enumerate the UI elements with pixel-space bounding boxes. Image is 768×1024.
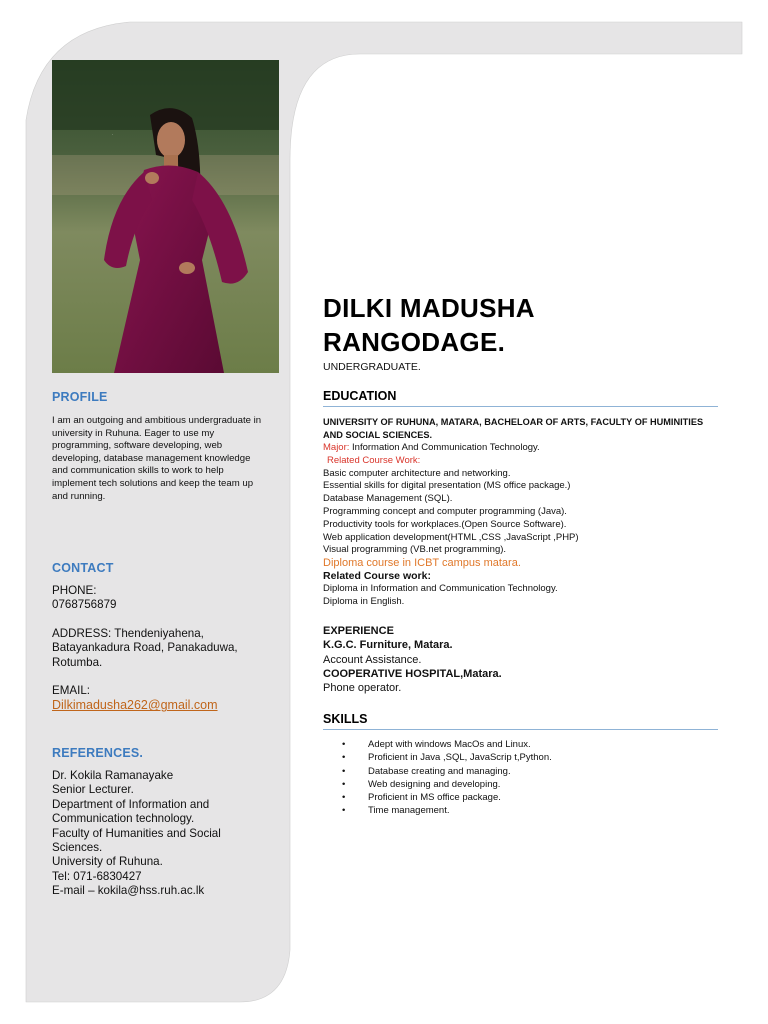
bullet-icon: • bbox=[342, 805, 346, 817]
course-item: Productivity tools for workplaces.(Open Source Software). bbox=[323, 518, 567, 530]
full-name bbox=[323, 291, 535, 359]
course-item: Essential skills for digital presentation (MS office package.) bbox=[323, 480, 571, 492]
course-item: Basic computer architecture and networking. bbox=[323, 467, 511, 479]
experience-company: COOPERATIVE HOSPITAL,Matara. bbox=[323, 667, 502, 680]
bullet-icon: • bbox=[342, 739, 346, 750]
course-item: Web application development(HTML ,CSS ,JavaScript ,PHP) bbox=[323, 531, 579, 543]
profile-heading: PROFILE bbox=[52, 390, 108, 404]
reference-line: Department of Information and Communication technology. bbox=[52, 797, 210, 826]
bullet-icon: • bbox=[342, 765, 346, 777]
experience-company: K.G.C. Furniture, Matara. bbox=[323, 639, 453, 652]
skill-text: Adept with windows MacOs and Linux. bbox=[368, 739, 531, 750]
major-line bbox=[323, 442, 718, 455]
bullet-icon: • bbox=[342, 792, 346, 804]
major: Information And Communication Technology. bbox=[352, 442, 540, 453]
skill-text: Proficient in Java ,SQL, JavaScrip t,Python. bbox=[368, 752, 552, 764]
references-block bbox=[52, 769, 262, 899]
contact-block bbox=[52, 584, 262, 714]
name-line-1: DILKI MADUSHA bbox=[323, 293, 535, 323]
diploma-item: Diploma in Information and Communication Technology. bbox=[323, 582, 558, 594]
course-item: Visual programming (VB.net programming). bbox=[323, 544, 507, 556]
email-link[interactable]: Dilkimadusha262@gmail.com bbox=[52, 698, 218, 713]
reference-line: Senior Lecturer. bbox=[52, 783, 134, 797]
experience-role: Account Assistance. bbox=[323, 653, 422, 666]
skill-item bbox=[323, 751, 703, 764]
skill-text: Database creating and managing. bbox=[368, 765, 511, 777]
skill-item bbox=[323, 765, 703, 778]
profile-photo bbox=[52, 60, 279, 373]
skill-text: Web designing and developing. bbox=[368, 778, 501, 790]
name-line-2: RANGODAGE. bbox=[323, 327, 506, 357]
references-heading: REFERENCES. bbox=[52, 746, 144, 760]
skills-list bbox=[323, 738, 703, 818]
role-title: UNDERGRADUATE. bbox=[323, 361, 421, 373]
education-block bbox=[323, 416, 718, 608]
reference-line: Faculty of Humanities and Social Sciences. bbox=[52, 826, 221, 855]
reference-line: E-mail – kokila@hss.ruh.ac.lk bbox=[52, 884, 205, 898]
svg-text:·: · bbox=[112, 132, 114, 137]
email-label: EMAIL: bbox=[52, 684, 91, 698]
skill-text: Proficient in MS office package. bbox=[368, 792, 501, 804]
experience-heading: EXPERIENCE bbox=[323, 625, 394, 637]
diploma-title: Diploma course in ICBT campus matara. bbox=[323, 557, 521, 570]
diploma-related-label: Related Course work: bbox=[323, 569, 431, 582]
course-item: Programming concept and computer programming (Java). bbox=[323, 505, 567, 517]
profile-text: I am an outgoing and ambitious undergraduate in university in Ruhuna. Eager to use my programming, software developing, web developing, database management knowledge and communication skills to work to help implement tech solutions and keep the team up and running. bbox=[52, 415, 262, 502]
skill-item bbox=[323, 804, 703, 817]
course-item: Database Management (SQL). bbox=[323, 493, 453, 505]
address: ADDRESS: Thendeniyahena, Batayankadura Road, Panakaduwa, Rotumba. bbox=[52, 626, 238, 669]
phone-label: PHONE: bbox=[52, 584, 97, 597]
bullet-icon: • bbox=[342, 778, 346, 790]
contact-heading: CONTACT bbox=[52, 561, 114, 575]
experience-role: Phone operator. bbox=[323, 682, 402, 695]
education-heading: EDUCATION bbox=[323, 389, 718, 407]
reference-line: Tel: 071-6830427 bbox=[52, 869, 142, 883]
skill-item bbox=[323, 738, 703, 751]
related-label: Related Course Work: bbox=[327, 454, 421, 466]
reference-line: University of Ruhuna. bbox=[52, 855, 163, 869]
diploma-item: Diploma in English. bbox=[323, 595, 405, 607]
skill-text: Time management. bbox=[368, 805, 450, 817]
experience-block bbox=[323, 624, 718, 695]
skill-item bbox=[323, 791, 703, 804]
major-label: Major: bbox=[323, 442, 350, 453]
skills-heading: SKILLS bbox=[323, 712, 718, 730]
bullet-icon: • bbox=[342, 752, 346, 764]
skill-item bbox=[323, 778, 703, 791]
reference-line: Dr. Kokila Ramanayake bbox=[52, 769, 174, 782]
university: UNIVERSITY OF RUHUNA, MATARA, BACHELOAR OF ARTS, FACULTY OF HUMINITIES AND SOCIAL SCIENCES. bbox=[323, 417, 704, 440]
phone-number: 0768756879 bbox=[52, 598, 117, 612]
